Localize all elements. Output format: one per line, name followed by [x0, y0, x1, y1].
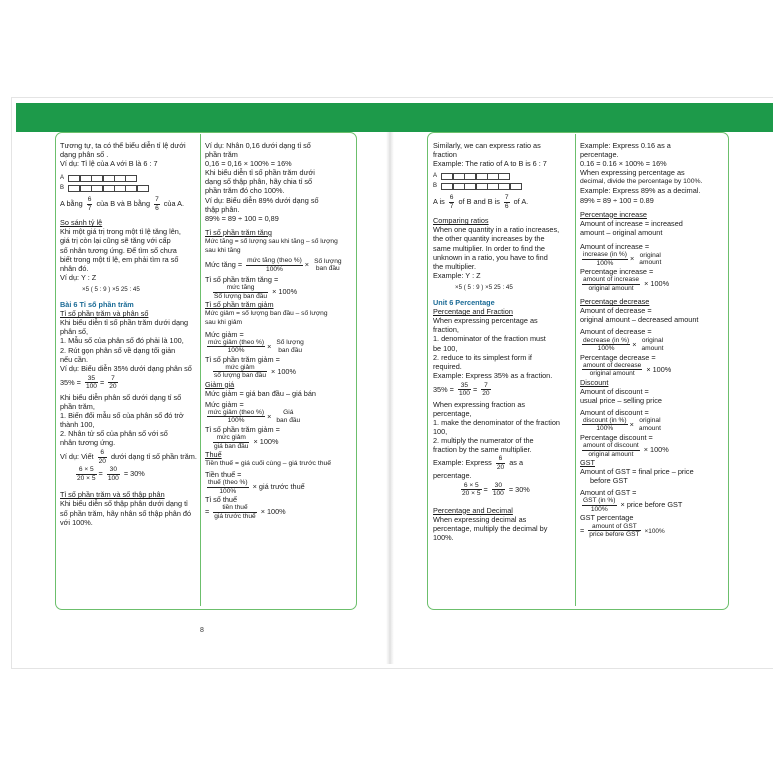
body-line: Mức tăng = số lượng sau khi tăng – số lượng	[205, 237, 338, 245]
body-line: same multiplier. In order to find the	[433, 243, 545, 253]
bar-label: B	[60, 184, 65, 191]
body-line: Example: Express 89% as a decimal.	[580, 186, 701, 196]
formula: = $\frac{\text{tiền thuế}}{\text{giá trước thuế}}$ × 100%	[205, 504, 286, 520]
body-line: amount – original amount	[580, 227, 663, 237]
section-heading: Giảm giá	[205, 379, 235, 389]
equation: $\frac{6 \times 5}{20 \times 5}$ = $\frac{30}{100}$ = 30%	[462, 481, 530, 498]
body-line: 1. make the denominator of the fraction	[433, 418, 560, 428]
fraction-sentence: A bằng $\frac{6}{7}$ của B và B bằng $\frac{7}{6}$ của A.	[60, 196, 185, 212]
formula-label: Mức giảm =	[205, 329, 244, 339]
body-line: usual price – selling price	[580, 395, 662, 405]
left-column-divider	[200, 134, 201, 606]
body-line: Khi biểu diễn phân số dưới dạng tỉ số	[60, 392, 182, 402]
body-line: When expressing fraction as	[433, 399, 526, 409]
equation: $\frac{6 \times 5}{20 \times 5}$ = $\frac{30}{100}$ = 30%	[77, 466, 145, 482]
body-line: fraction,	[433, 325, 459, 335]
intro-line: fraction	[433, 150, 457, 160]
formula-label: Mức giảm =	[205, 399, 244, 409]
body-line: 100%.	[433, 532, 454, 542]
right-column-2	[580, 141, 725, 539]
body-line: Ví dụ: Nhân 0,16 dưới dạng tỉ số	[205, 141, 311, 150]
body-line: nhân tương ứng.	[60, 438, 116, 448]
example-line: Ví dụ: Y : Z	[60, 272, 97, 282]
right-column-divider	[575, 134, 576, 606]
section-heading: Percentage decrease	[580, 297, 650, 307]
body-line: Amount of discount =	[580, 386, 649, 396]
formula-label: Tỉ số phần trăm giảm =	[205, 354, 280, 364]
formula: $\frac{\text{amount of increase}}{\text{original amount}}$ × 100%	[583, 276, 670, 292]
body-line: 89% = 89 ÷ 100 = 0,89	[205, 213, 279, 223]
body-line: required.	[433, 361, 462, 371]
body-line: Khi biểu diễn số thập phân dưới dạng tỉ	[60, 499, 188, 509]
formula-label: Tỉ số phần trăm tăng =	[205, 275, 279, 285]
body-line: biết trong một tỉ lệ, em phải tìm ra số	[60, 254, 179, 264]
section-heading: Tỉ số phần trăm và phân số	[60, 309, 149, 319]
body-line: Tiền thuế = giá cuối cùng – giá trước thuế	[205, 460, 332, 468]
formula: = $\frac{\text{amount of GST}}{\text{price before GST}}$ ×100%	[580, 522, 665, 539]
unit-heading: Bài 6 Tỉ số phần trăm	[60, 300, 134, 310]
body-line: Khi biểu diễn tỉ số phần trăm dưới	[205, 168, 315, 178]
body-line: 0,16 = 0,16 × 100% = 16%	[205, 159, 292, 169]
section-heading: Tỉ số phần trăm tăng	[205, 227, 272, 237]
ratio-bar-a	[433, 172, 573, 180]
section-heading: Tỉ số phần trăm và số thập phân	[60, 490, 165, 500]
page-number: 8	[200, 627, 204, 634]
body-line: 100,	[433, 427, 448, 437]
body-line: Khi một giá trị trong một tỉ lệ tăng lên,	[60, 227, 181, 237]
body-line: nhân đó.	[60, 263, 89, 273]
body-line: Example: Express 35% as a fraction.	[433, 370, 553, 380]
body-line: before GST	[590, 476, 628, 486]
body-line: percentage.	[580, 150, 619, 160]
body-line: giá trị còn lại cũng sẽ tăng với cấp	[60, 236, 171, 246]
section-heading: Percentage and Decimal	[433, 505, 513, 515]
formula: $\frac{\text{mức giảm}}{\text{giá ban đầu}}$ × 100%	[214, 434, 279, 450]
body-line: Amount of GST = final price – price	[580, 467, 694, 477]
bar-label: B	[433, 182, 438, 189]
body-line: Amount of decrease =	[580, 306, 652, 316]
right-column-1	[433, 141, 573, 542]
formula-label: Amount of increase =	[580, 241, 650, 251]
example-line: Example: The ratio of A to B is 6 : 7	[433, 159, 547, 169]
body-line: be 100,	[433, 343, 458, 353]
body-line: original amount – decreased amount	[580, 315, 699, 325]
body-line: số phần trăm, hãy nhân số thập phân đó	[60, 508, 192, 518]
body-line: sau khi giảm	[205, 319, 243, 327]
left-column-1	[60, 141, 198, 527]
body-line: 89% = 89 ÷ 100 = 0.89	[580, 195, 654, 205]
body-line: phần trăm,	[60, 401, 95, 411]
intro-line: Similarly, we can express ratio as	[433, 141, 541, 150]
ratio-multiplier: ×5 ( 5 : 9 ) ×5 25 : 45	[82, 285, 140, 293]
intro-line: Tương tự, ta có thể biểu diễn tỉ lệ dưới	[60, 141, 186, 150]
body-line: When expressing percentage as	[580, 168, 685, 178]
equation: 35% = $\frac{35}{100}$ = $\frac{7}{20}$	[433, 381, 490, 398]
formula: $\frac{\text{mức tăng}}{\text{Số lượng ban đầu}}$ × 100%	[214, 284, 298, 300]
body-line: phần trăm đó cho 100%.	[205, 186, 285, 196]
body-line: dạng số thập phân, hãy chia tỉ số	[205, 177, 313, 187]
body-line: Khi biểu diễn tỉ số phần trăm dưới dạng	[60, 318, 189, 328]
formula: $\frac{\text{mức giảm (theo \%)}}{100\%}$ × Số lượng ban đầu	[208, 338, 304, 355]
formula: $\frac{\text{increase (in \%)}}{100\%}$ × original amount	[583, 251, 662, 267]
formula: $\frac{\text{thuế (theo \%)}}{100\%}$ × giá trước thuế	[208, 479, 305, 495]
body-line: Ví dụ: Biểu diễn 35% dưới dạng phân số	[60, 363, 192, 373]
body-line: Mức giảm = giá ban đầu – giá bán	[205, 388, 316, 398]
formula-label: Tỉ số phần trăm giảm =	[205, 424, 280, 434]
formula: Mức tăng = $\frac{\text{mức tăng (theo \%)}}{100\%}$ × Số lượng ban đầu	[205, 257, 342, 273]
body-line: 1. Mẫu số của phân số đó phải là 100,	[60, 336, 184, 346]
formula: $\frac{\text{GST (in \%)}}{100\%}$ × price before GST	[583, 497, 683, 513]
section-heading: Percentage and Fraction	[433, 307, 513, 317]
body-line: 1. denominator of the fraction must	[433, 334, 546, 344]
header-band	[16, 103, 773, 132]
body-line: nếu cần.	[60, 354, 88, 364]
body-line: 2. reduce to its simplest form if	[433, 352, 532, 362]
body-line: When expressing decimal as	[433, 514, 527, 524]
section-heading: Thuế	[205, 450, 222, 460]
body-line: thập phân.	[205, 204, 240, 214]
formula: $\frac{\text{decrease (in \%)}}{100\%}$ × original amount	[583, 336, 664, 352]
body-line: percentage,	[433, 408, 472, 418]
body-line: 0.16 = 0.16 × 100% = 16%	[580, 159, 667, 169]
body-line: sau khi tăng	[205, 247, 241, 255]
body-line: percentage, multiply the decimal by	[433, 523, 548, 533]
body-line: percentage.	[433, 471, 472, 481]
section-heading: Discount	[580, 377, 609, 387]
formula-label: Amount of decrease =	[580, 327, 652, 337]
ratio-bar-a	[60, 174, 198, 182]
formula: $\frac{\text{mức giảm (theo \%)}}{100\%}$ × Giá ban đầu	[208, 408, 301, 425]
ratio-bar-b	[433, 182, 573, 190]
bar-label: A	[433, 172, 438, 179]
fraction-sentence: A is $\frac{6}{7}$ of B and B is $\frac{7}{6}$ of A.	[433, 194, 529, 210]
body-line: 2. multiply the numerator of the	[433, 436, 534, 446]
equation: 35% = $\frac{35}{100}$ = $\frac{7}{20}$	[60, 374, 117, 391]
formula: $\frac{\text{amount of discount}}{\text{original amount}}$ × 100%	[583, 442, 669, 458]
body-line: Amount of increase = increased	[580, 218, 683, 228]
formula-label: GST percentage	[580, 513, 634, 523]
body-line: Ví dụ: Biểu diễn 89% dưới dạng số	[205, 195, 319, 205]
body-line: When expressing percentage as	[433, 316, 538, 326]
body-line: unknown in a ratio, you have to find	[433, 252, 548, 262]
section-heading: So sánh tỷ lệ	[60, 218, 103, 228]
example-line: Example: Y : Z	[433, 270, 481, 280]
formula-label: Amount of discount =	[580, 407, 649, 417]
formula-label: Percentage discount =	[580, 432, 653, 442]
body-line: phân số,	[60, 327, 88, 337]
example-line: Example: Express $\frac{6}{20}$ as a	[433, 455, 524, 471]
body-line: the other quantity increases by the	[433, 234, 545, 244]
body-line: fraction by the same multiplier.	[433, 445, 532, 455]
formula-label: Tiền thuế =	[205, 470, 242, 480]
bar-label: A	[60, 174, 65, 181]
book-gutter	[386, 132, 394, 664]
formula-label: Amount of GST =	[580, 488, 637, 498]
body-line: số nhân tương ứng. Để tìm số chưa	[60, 245, 177, 255]
body-line: với 100%.	[60, 517, 93, 527]
section-heading: Tỉ số phần trăm giảm	[205, 300, 274, 310]
intro-line: dạng phân số .	[60, 150, 109, 160]
body-line: 2. Rút gọn phân số về dạng tối giản	[60, 345, 176, 355]
body-line: Example: Express 0.16 as a	[580, 141, 671, 150]
example-line: Ví dụ: Viết $\frac{6}{20}$ dưới dạng tỉ số phần trăm.	[60, 449, 197, 465]
formula: $\frac{\text{amount of decrease}}{\text{original amount}}$ × 100%	[583, 361, 672, 378]
section-heading: Comparing ratios	[433, 216, 489, 226]
ratio-multiplier: ×5 ( 5 : 9 ) ×5 25 : 45	[455, 283, 513, 291]
body-line: phần trăm	[205, 150, 238, 160]
formula-label: Percentage decrease =	[580, 352, 656, 362]
example-line: Ví dụ: Tỉ lệ của A với B là 6 : 7	[60, 159, 158, 169]
left-column-2	[205, 141, 353, 520]
formula-label: Tỉ số thuế	[205, 495, 238, 505]
body-line: Mức giảm = số lượng ban đầu – số lượng	[205, 310, 328, 318]
formula-label: Percentage increase =	[580, 267, 654, 277]
section-heading: GST	[580, 458, 595, 468]
formula: $\frac{\text{mức giảm}}{\text{số lượng ban đầu}}$ × 100%	[214, 363, 296, 380]
section-heading: Percentage increase	[580, 209, 647, 219]
body-line: thành 100,	[60, 420, 95, 430]
body-line: decimal, divide the percentage by 100%.	[580, 178, 703, 186]
formula: $\frac{\text{discount (in \%)}}{100\%}$ × original amount	[583, 416, 661, 433]
body-line: the multiplier.	[433, 261, 476, 271]
ratio-bar-b	[60, 184, 198, 192]
unit-heading: Unit 6 Percentage	[433, 298, 495, 308]
body-line: When one quantity in a ratio increases,	[433, 225, 560, 235]
body-line: 2. Nhân tử số của phân số với số	[60, 429, 168, 439]
body-line: 1. Biến đổi mẫu số của phân số đó trở	[60, 410, 184, 420]
